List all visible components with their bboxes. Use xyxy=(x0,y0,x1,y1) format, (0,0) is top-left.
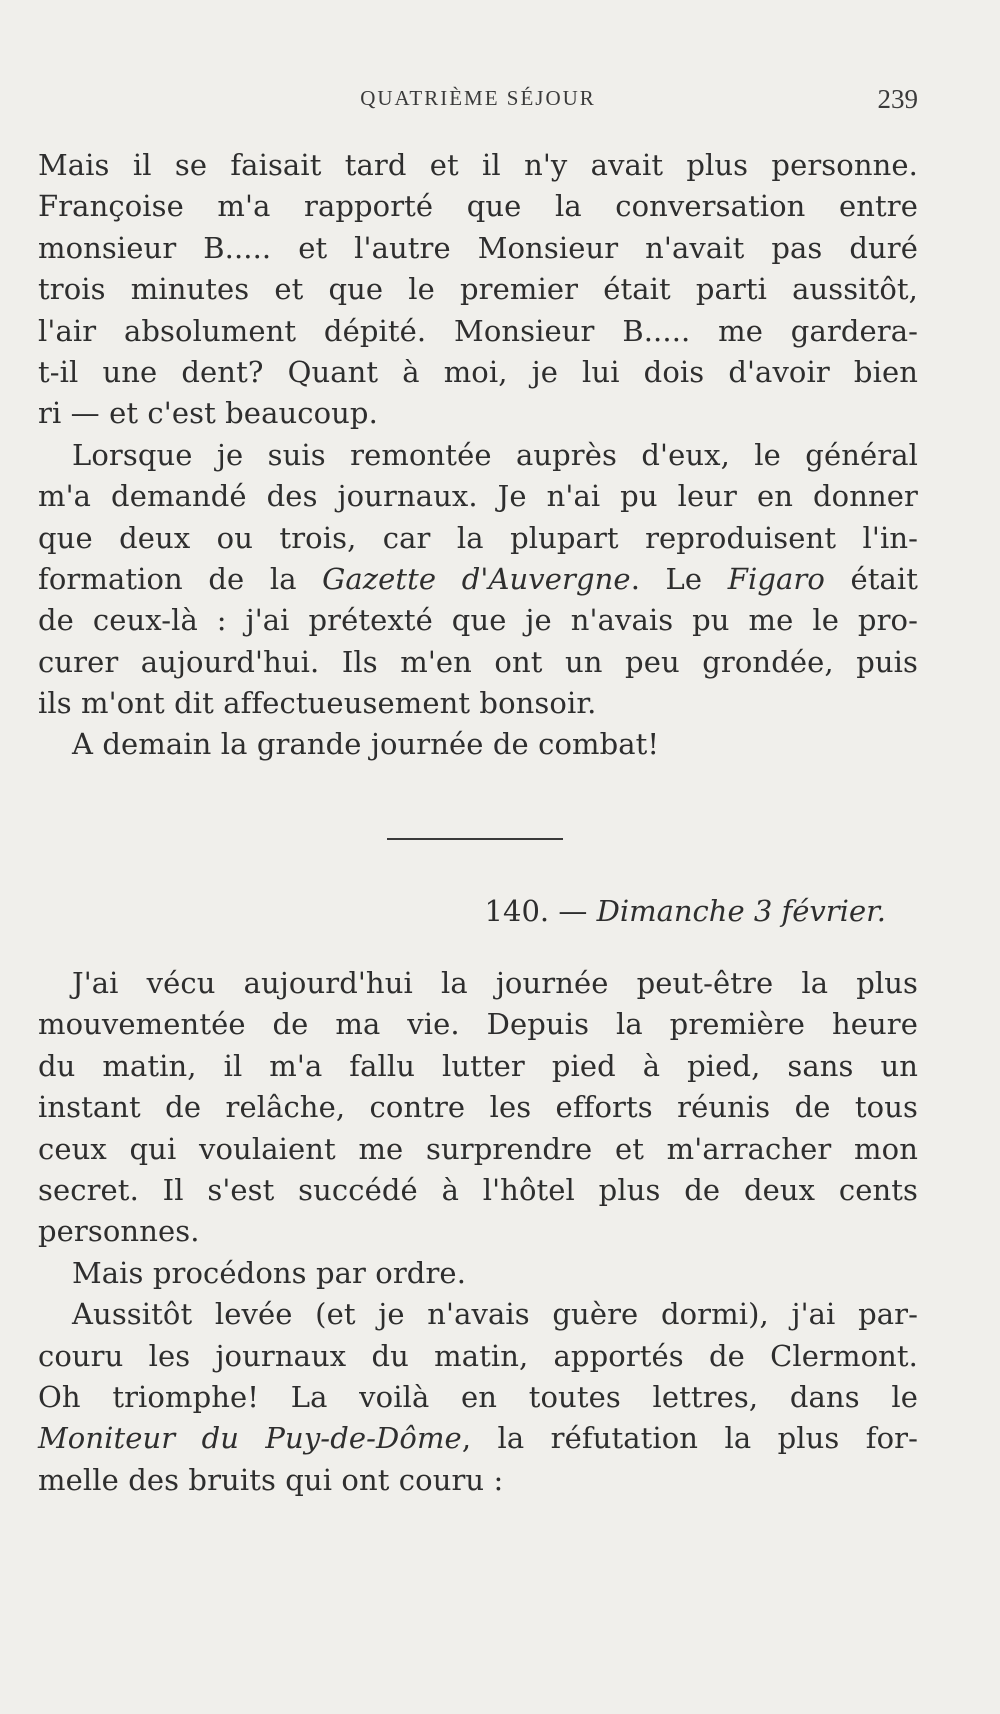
section-divider xyxy=(387,838,563,840)
text-line: mouvementée de ma vie. Depuis la première heure xyxy=(38,1007,918,1042)
text-segment: formation de la xyxy=(38,561,323,596)
page-number: 239 xyxy=(877,84,918,114)
running-head: QUATRIÈME SÉJOUR xyxy=(360,86,596,110)
text-line-mixed xyxy=(38,559,918,600)
page-header xyxy=(38,86,918,122)
text-line: J'ai vécu aujourd'hui la journée peut-être la plus xyxy=(72,966,918,1000)
text-line: de ceux-là : j'ai prétexté que je n'avais pu me le pro- xyxy=(38,603,918,638)
text-line: personnes. xyxy=(38,1214,200,1249)
text-line: du matin, il m'a fallu lutter pied à pied, sans un xyxy=(38,1048,918,1083)
italic-title: Gazette d'Auvergne xyxy=(322,561,631,596)
text-line: que deux ou trois, car la plupart reproduisent l'in- xyxy=(38,520,918,555)
text-line: monsieur B..... et l'autre Monsieur n'avait pas duré xyxy=(38,230,918,265)
text-line: Françoise m'a rapporté que la conversation entre xyxy=(38,189,918,224)
text-block-bottom xyxy=(38,963,918,1501)
text-line: Lorsque je suis remontée auprès d'eux, le général xyxy=(72,437,918,472)
text-line: t-il une dent? Quant à moi, je lui dois d'avoir bien xyxy=(38,354,918,389)
text-line: curer aujourd'hui. Ils m'en ont un peu grondée, puis xyxy=(38,644,918,679)
entry-date: Dimanche 3 février. xyxy=(596,894,886,928)
text-line: ceux qui voulaient me surprendre et m'arracher mon xyxy=(38,1131,918,1166)
entry-number: 140. — xyxy=(484,894,597,928)
text-line: melle des bruits qui ont couru : xyxy=(38,1462,504,1497)
text-line: couru les journaux du matin, apportés de Clermont. xyxy=(38,1338,918,1373)
text-segment: était xyxy=(824,561,918,596)
text-segment: , la réfutation la plus for- xyxy=(461,1421,918,1456)
text-line: Mais il se faisait tard et il n'y avait plus personne. xyxy=(38,148,918,182)
text-line: Oh triomphe! La voilà en toutes lettres, dans le xyxy=(38,1379,918,1414)
text-line: A demain la grande journée de combat! xyxy=(72,727,660,762)
text-line: Aussitôt levée (et je n'avais guère dormi), j'ai par- xyxy=(72,1297,918,1332)
text-line: instant de relâche, contre les efforts réunis de tous xyxy=(38,1090,918,1125)
text-line: Mais procédons par ordre. xyxy=(72,1255,467,1290)
text-line-mixed xyxy=(38,1418,918,1459)
text-line: ri — et c'est beaucoup. xyxy=(38,396,378,431)
entry-heading xyxy=(38,894,918,928)
italic-title: Moniteur du Puy-de-Dôme xyxy=(38,1421,462,1456)
text-line: trois minutes et que le premier était parti aussitôt, xyxy=(38,272,918,307)
text-line: ils m'ont dit affectueusement bonsoir. xyxy=(38,686,597,721)
text-segment: . Le xyxy=(630,561,728,596)
text-line: l'air absolument dépité. Monsieur B..... me gardera- xyxy=(38,313,918,348)
text-block-top xyxy=(38,145,918,766)
text-line: secret. Il s'est succédé à l'hôtel plus de deux cents xyxy=(38,1172,918,1207)
text-line: m'a demandé des journaux. Je n'ai pu leur en donner xyxy=(38,479,918,514)
italic-title: Figaro xyxy=(727,561,825,596)
